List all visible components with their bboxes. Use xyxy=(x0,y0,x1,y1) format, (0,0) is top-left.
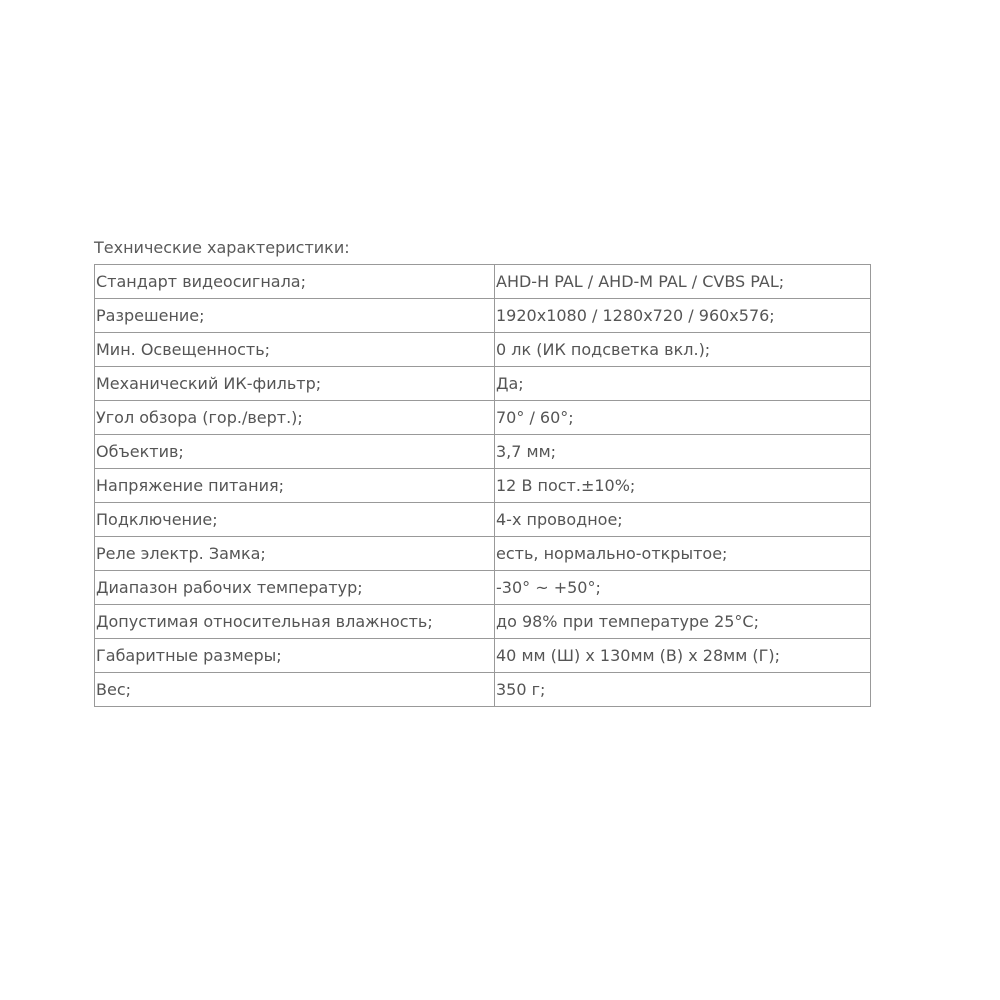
spec-label: Диапазон рабочих температур; xyxy=(95,571,495,605)
specs-title: Технические характеристики: xyxy=(94,238,350,257)
spec-label: Угол обзора (гор./верт.); xyxy=(95,401,495,435)
table-row xyxy=(95,469,871,503)
specs-table xyxy=(94,264,871,707)
spec-value: 12 В пост.±10%; xyxy=(495,469,871,503)
table-row xyxy=(95,401,871,435)
spec-value: 40 мм (Ш) x 130мм (В) x 28мм (Г); xyxy=(495,639,871,673)
table-row xyxy=(95,503,871,537)
spec-label: Подключение; xyxy=(95,503,495,537)
table-row xyxy=(95,537,871,571)
spec-value: Да; xyxy=(495,367,871,401)
spec-value: есть, нормально-открытое; xyxy=(495,537,871,571)
table-row xyxy=(95,265,871,299)
spec-label: Механический ИК-фильтр; xyxy=(95,367,495,401)
spec-label: Допустимая относительная влажность; xyxy=(95,605,495,639)
spec-value: 1920x1080 / 1280x720 / 960x576; xyxy=(495,299,871,333)
spec-label: Объектив; xyxy=(95,435,495,469)
table-row xyxy=(95,367,871,401)
spec-label: Мин. Освещенность; xyxy=(95,333,495,367)
spec-label: Вес; xyxy=(95,673,495,707)
table-row xyxy=(95,673,871,707)
spec-label: Стандарт видеосигнала; xyxy=(95,265,495,299)
spec-label: Реле электр. Замка; xyxy=(95,537,495,571)
spec-value: 350 г; xyxy=(495,673,871,707)
table-row xyxy=(95,299,871,333)
spec-label: Габаритные размеры; xyxy=(95,639,495,673)
spec-value: до 98% при температуре 25°С; xyxy=(495,605,871,639)
table-row xyxy=(95,639,871,673)
table-row xyxy=(95,435,871,469)
spec-value: 70° / 60°; xyxy=(495,401,871,435)
spec-value: 4-х проводное; xyxy=(495,503,871,537)
table-row xyxy=(95,333,871,367)
spec-value: 3,7 мм; xyxy=(495,435,871,469)
spec-label: Разрешение; xyxy=(95,299,495,333)
table-row xyxy=(95,605,871,639)
spec-value: -30° ~ +50°; xyxy=(495,571,871,605)
spec-label: Напряжение питания; xyxy=(95,469,495,503)
spec-value: 0 лк (ИК подсветка вкл.); xyxy=(495,333,871,367)
table-row xyxy=(95,571,871,605)
spec-value: AHD-H PAL / AHD-M PAL / CVBS PAL; xyxy=(495,265,871,299)
